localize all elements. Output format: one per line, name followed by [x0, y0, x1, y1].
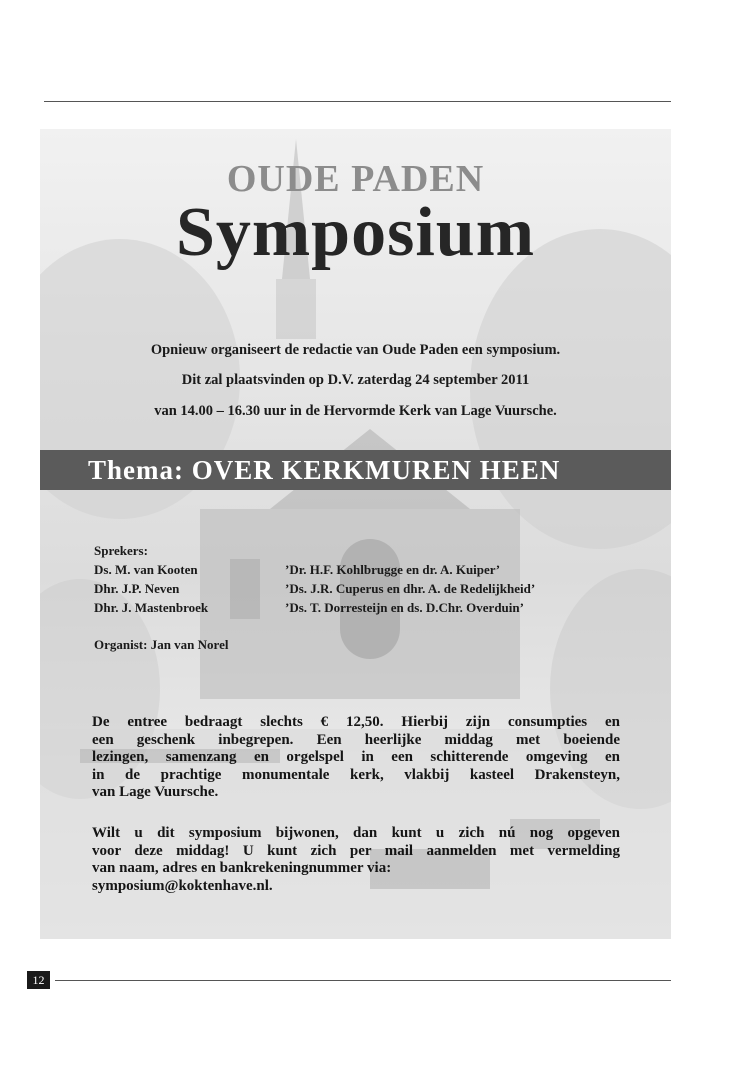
speaker-name: Dhr. J.P. Neven — [94, 581, 180, 596]
signup-line: voor deze middag! U kunt zich per mail aanmelden met vermelding — [92, 842, 620, 859]
top-rule — [44, 101, 671, 102]
intro-line-3: van 14.00 – 16.30 uur in de Hervormde Kerk van Lage Vuursche. — [154, 403, 557, 419]
speakers-heading: Sprekers: — [94, 543, 148, 558]
signup-paragraph — [92, 825, 620, 895]
entry-line: lezingen, samenzang en orgelspel in een schitterende omgeving en — [92, 749, 620, 766]
footer-rule — [55, 980, 671, 981]
flyer-panel — [40, 129, 671, 939]
signup-email: symposium@koktenhave.nl. — [92, 877, 273, 894]
organist-line: Organist: Jan van Norel — [94, 637, 229, 652]
entry-line: een geschenk inbegrepen. Een heerlijke middag met boeiende — [92, 731, 620, 748]
intro-line-2: Dit zal plaatsvinden op D.V. zaterdag 24 september 2011 — [181, 372, 530, 388]
speaker-name: Ds. M. van Kooten — [94, 562, 198, 577]
signup-line: van naam, adres en bankrekeningnummer via: — [92, 860, 392, 877]
page-number: 12 — [27, 971, 50, 989]
entry-line: van Lage Vuursche. — [92, 784, 219, 801]
entry-line: De entree bedraagt slechts € 12,50. Hierbij zijn consumpties en — [92, 714, 620, 730]
theme-banner — [40, 450, 671, 490]
theme-text: Thema: OVER KERKMUREN HEEN — [88, 455, 561, 485]
speaker-name: Dhr. J. Mastenbroek — [94, 600, 209, 615]
entry-paragraph — [92, 714, 620, 802]
signup-line: Wilt u dit symposium bijwonen, dan kunt u zich nú nog opgeven — [92, 825, 620, 841]
speaker-topic: ’Dr. H.F. Kohlbrugge en dr. A. Kuiper’ — [285, 562, 501, 577]
kicker-title: OUDE PADEN — [226, 158, 485, 200]
speaker-topic: ’Ds. J.R. Cuperus en dhr. A. de Redelijkheid’ — [285, 581, 536, 596]
speaker-topic: ’Ds. T. Dorresteijn en ds. D.Chr. Overduin’ — [285, 600, 524, 615]
entry-line: in de prachtige monumentale kerk, vlakbij kasteel Drakensteyn, — [92, 766, 620, 783]
page-title: Symposium — [175, 194, 536, 271]
intro-line-1: Opnieuw organiseert de redactie van Oude Paden een symposium. — [150, 342, 561, 358]
